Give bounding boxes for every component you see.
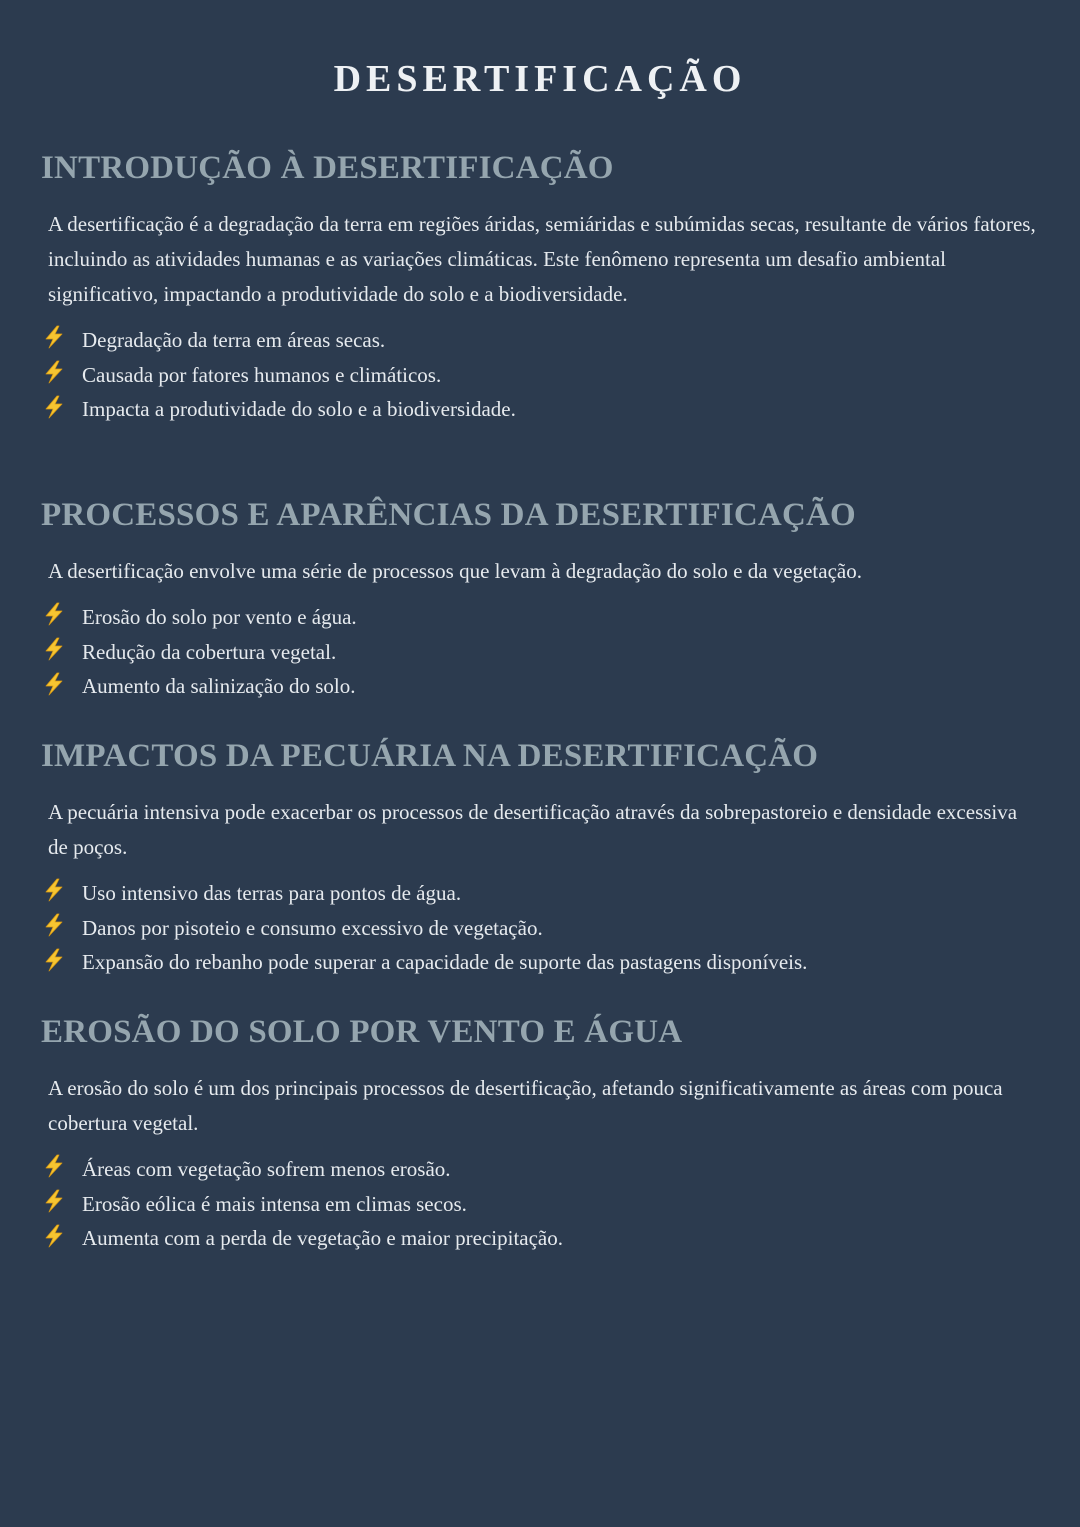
bullet-list [41,600,1040,704]
section-processos [41,495,1040,704]
list-item [41,876,1040,911]
list-item [41,911,1040,946]
list-item [41,600,1040,635]
list-item-text: Erosão do solo por vento e água. [82,605,357,629]
section-pecuaria [41,736,1040,980]
section-heading: INTRODUÇÃO À DESERTIFICAÇÃO [41,150,614,186]
list-item-text: Aumenta com a perda de vegetação e maior precipitação. [82,1226,564,1251]
section-paragraph: A erosão do solo é um dos principais processos de desertificação, afetando significativamente as áreas com pouca cobertura vegetal. [48,1076,1003,1135]
bullet-list [41,876,1040,980]
lightning-bolt-icon [43,395,65,419]
lightning-bolt-icon [43,602,65,626]
list-item-text: Expansão do rebanho pode superar a capacidade de suporte das pastagens disponíveis. [82,950,808,975]
bullet-list [41,1152,1040,1256]
list-item-text: Aumento da salinização do solo. [82,674,356,699]
section-heading: EROSÃO DO SOLO POR VENTO E ÁGUA [41,1014,683,1050]
lightning-bolt-icon [43,913,65,937]
bullet-list [41,323,1040,427]
list-item [41,635,1040,670]
section-paragraph: A desertificação é a degradação da terra em regiões áridas, semiáridas e subúmidas secas, resultante de vários fatores, incluindo as atividades humanas e as variações climáticas. Este fenômeno representa um desafio ambiental significativo, impactando a produtividade do solo e a biodiversidade. [48,212,1036,306]
lightning-bolt-icon [43,637,65,661]
section-heading: IMPACTOS DA PECUÁRIA NA DESERTIFICAÇÃO [41,738,819,774]
section-paragraph: A pecuária intensiva pode exacerbar os processos de desertificação através da sobrepastoreio e densidade excessiva de poços. [48,800,1018,859]
list-item-text: Impacta a produtividade do solo e a biodiversidade. [82,397,516,422]
section-introducao [41,148,1040,427]
list-item-text: Uso intensivo das terras para pontos de água. [82,881,462,905]
lightning-bolt-icon [43,325,65,349]
lightning-bolt-icon [43,948,65,972]
list-item [41,669,1040,704]
list-item [41,1187,1040,1222]
lightning-bolt-icon [43,672,65,696]
lightning-bolt-icon [43,1154,65,1178]
list-item [41,1152,1040,1187]
document-title: DESERTIFICAÇÃO [333,58,747,100]
section-erosao [41,1012,1040,1256]
list-item-text: Redução da cobertura vegetal. [82,639,337,664]
lightning-bolt-icon [43,360,65,384]
list-item-text: Degradação da terra em áreas secas. [82,328,386,352]
section-paragraph: A desertificação envolve uma série de processos que levam à degradação do solo e da vegetação. [48,559,862,583]
lightning-bolt-icon [43,1224,65,1248]
section-heading: PROCESSOS E APARÊNCIAS DA DESERTIFICAÇÃO [41,497,856,533]
list-item [41,1221,1040,1256]
list-item [41,323,1040,358]
list-item [41,392,1040,427]
list-item-text: Áreas com vegetação sofrem menos erosão. [82,1157,451,1181]
list-item-text: Causada por fatores humanos e climáticos. [82,362,442,387]
lightning-bolt-icon [43,878,65,902]
list-item-text: Erosão eólica é mais intensa em climas secos. [82,1191,467,1216]
list-item [41,358,1040,393]
list-item [41,945,1040,980]
lightning-bolt-icon [43,1189,65,1213]
list-item-text: Danos por pisoteio e consumo excessivo de vegetação. [82,915,543,940]
